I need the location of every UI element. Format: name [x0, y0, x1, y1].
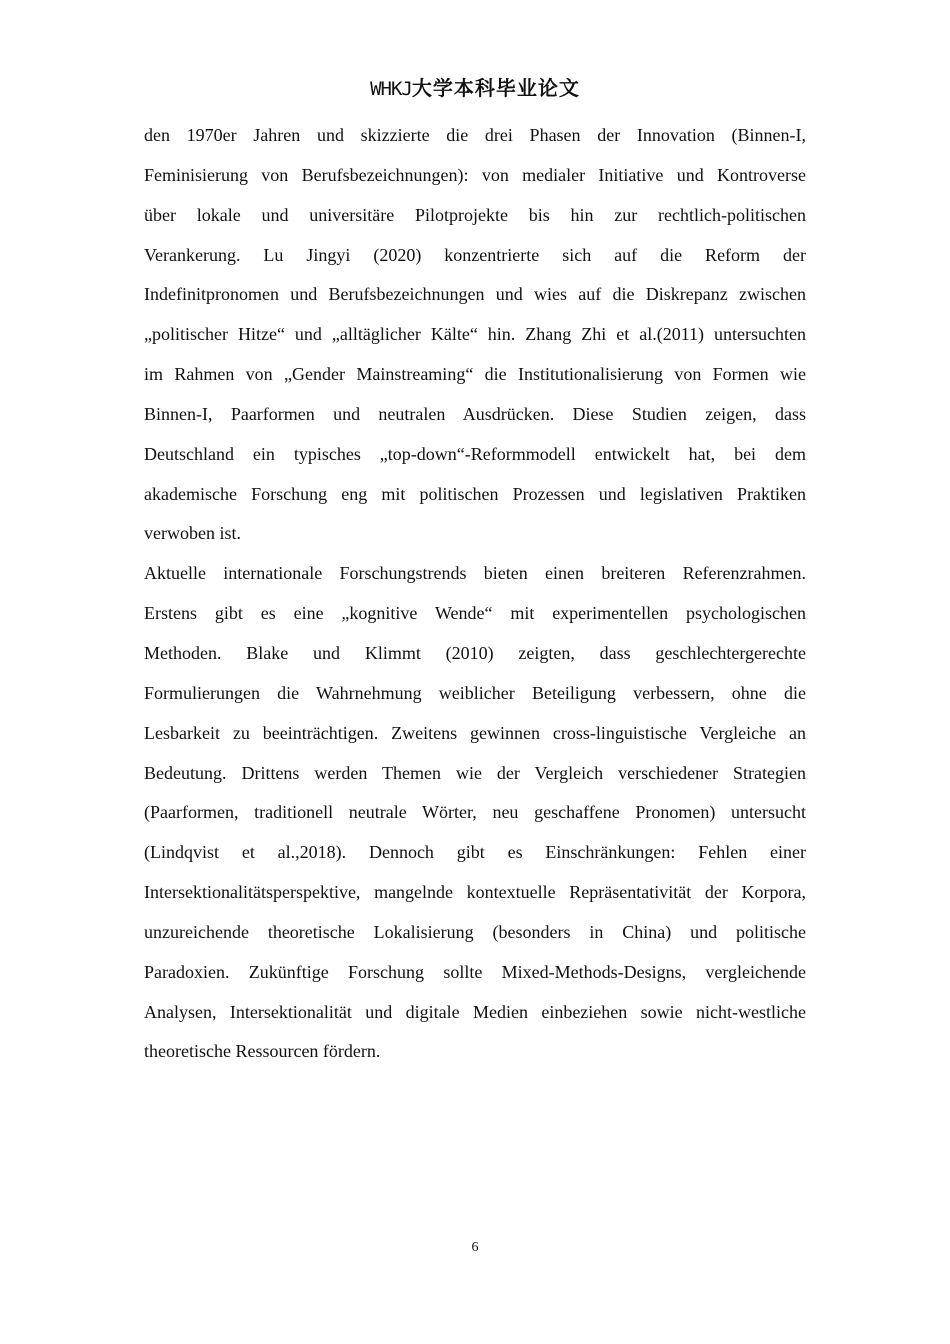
text-line: den 1970er Jahren und skizzierte die drei Phasen der Innovation (Binnen-I,: [144, 125, 806, 145]
header-university-code: WHKJ: [370, 78, 412, 100]
text-line: verwoben ist.: [144, 523, 241, 544]
text-line: Methoden. Blake und Klimmt (2010) zeigten, dass geschlechtergerechte: [144, 642, 806, 663]
text-line: akademische Forschung eng mit politischen Prozessen und legislativen Praktiken: [144, 483, 806, 504]
body-text: [144, 116, 806, 1072]
text-line: über lokale und universitäre Pilotprojekte bis hin zur rechtlich-politischen: [144, 204, 806, 225]
text-line: Intersektionalitätsperspektive, mangelnde kontextuelle Repräsentativität der Korpora,: [144, 882, 806, 903]
text-line: Bedeutung. Drittens werden Themen wie der Vergleich verschiedener Strategien: [144, 762, 806, 783]
text-line: Paradoxien. Zukünftige Forschung sollte Mixed-Methods-Designs, vergleichende: [144, 961, 806, 982]
text-line: theoretische Ressourcen fördern.: [144, 1041, 381, 1062]
text-line: Binnen-I, Paarformen und neutralen Ausdrücken. Diese Studien zeigen, dass: [144, 403, 806, 424]
text-line: Indefinitpronomen und Berufsbezeichnungen und wies auf die Diskrepanz zwischen: [144, 284, 806, 305]
text-line: Verankerung. Lu Jingyi (2020) konzentrierte sich auf die Reform der: [144, 244, 806, 265]
text-line: (Lindqvist et al.,2018). Dennoch gibt es Einschränkungen: Fehlen einer: [144, 842, 806, 863]
text-line: unzureichende theoretische Lokalisierung (besonders in China) und politische: [144, 921, 806, 942]
paragraph-2: [144, 554, 806, 1072]
text-line: „politischer Hitze“ und „alltäglicher Kälte“ hin. Zhang Zhi et al.(2011) untersuchten: [144, 324, 806, 345]
page-header: [0, 74, 950, 103]
text-line: Erstens gibt es eine „kognitive Wende“ mit experimentellen psychologischen: [144, 603, 806, 624]
paragraph-1: [144, 116, 806, 554]
text-line: (Paarformen, traditionell neutrale Wörter, neu geschaffene Pronomen) untersucht: [144, 802, 806, 823]
text-line: Deutschland ein typisches „top-down“-Reformmodell entwickelt hat, bei dem: [144, 443, 806, 464]
text-line: Formulierungen die Wahrnehmung weiblicher Beteiligung verbessern, ohne die: [144, 682, 806, 703]
text-line: im Rahmen von „Gender Mainstreaming“ die Institutionalisierung von Formen wie: [144, 364, 806, 385]
page-number: 6: [471, 1240, 479, 1255]
text-line: Lesbarkeit zu beeinträchtigen. Zweitens gewinnen cross-linguistische Vergleiche an: [144, 722, 806, 743]
text-line: Aktuelle internationale Forschungstrends bieten einen breiteren Referenzrahmen.: [144, 563, 806, 584]
header-thesis-title: 大学本科毕业论文: [411, 76, 580, 100]
text-line: Feminisierung von Berufsbezeichnungen): von medialer Initiative und Kontroverse: [144, 164, 806, 185]
text-line: Analysen, Intersektionalität und digitale Medien einbeziehen sowie nicht-westliche: [144, 1001, 806, 1022]
